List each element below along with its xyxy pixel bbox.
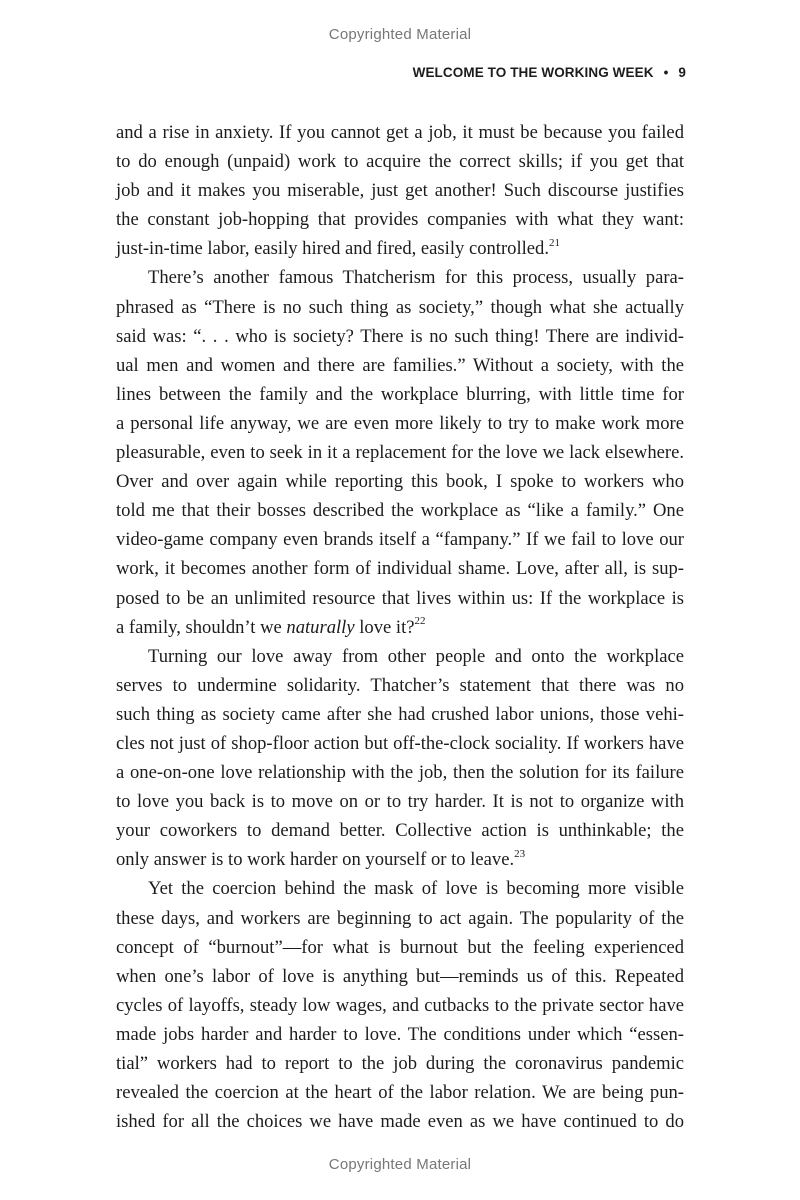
text-line: pleasurable, even to seek in it a replacement for the love we lack elsewhere. <box>116 442 684 464</box>
text-line: a one-on-one love relationship with the job, then the solution for its failure <box>116 762 684 784</box>
text-line: to do enough (unpaid) work to acquire the correct skills; if you get that <box>116 151 684 173</box>
text-line: these days, and workers are beginning to act again. The popularity of the <box>116 907 684 929</box>
paragraph <box>116 642 684 875</box>
copyright-watermark-bottom: Copyrighted Material <box>328 1156 472 1173</box>
footnote-reference: 21 <box>548 237 560 250</box>
footnote-reference: 22 <box>414 615 426 628</box>
text-line: your coworkers to demand better. Collective action is unthinkable; the <box>116 820 684 842</box>
text-line: a personal life anyway, we are even more likely to try to make work more <box>116 412 684 434</box>
text-line: told me that their bosses described the workplace as “like a family.” One <box>116 500 684 522</box>
text-line: serves to undermine solidarity. Thatcher’s statement that there was no <box>116 674 684 696</box>
paragraph <box>116 263 684 641</box>
text-line: tial” workers had to report to the job during the coronavirus pandemic <box>116 1053 684 1074</box>
text-line: video-game company even brands itself a “fampany.” If we fail to love our <box>116 529 684 551</box>
running-head-title: WELCOME TO THE WORKING WEEK <box>412 65 654 80</box>
paragraph <box>116 118 684 263</box>
text-line: the constant job-hopping that provides companies with what they want: <box>116 209 684 231</box>
text-line: to love you back is to move on or to try harder. It is not to organize with <box>116 791 684 813</box>
text-line <box>116 845 684 874</box>
text-line <box>116 613 684 642</box>
text-line: when one’s labor of love is anything but—reminds us of this. Repeated <box>116 965 684 987</box>
text-line-content: love it? <box>354 616 415 638</box>
text-line-content: just-in-time labor, easily hired and fired, easily controlled. <box>116 238 549 260</box>
page-number: 9 <box>678 65 686 80</box>
text-line-content: a family, shouldn’t we <box>116 616 287 638</box>
paragraph <box>116 874 684 1136</box>
text-line: Yet the coercion behind the mask of love is becoming more visible <box>148 878 684 900</box>
text-line: Turning our love away from other people and onto the workplace <box>148 645 684 667</box>
text-line: revealed the coercion at the heart of the labor relation. We are being pun- <box>116 1082 684 1104</box>
text-line: concept of “burnout”—for what is burnout but the feeling experienced <box>116 936 684 958</box>
running-head-bullet: • <box>663 65 669 80</box>
running-head <box>413 65 686 80</box>
text-line: Over and over again while reporting this book, I spoke to workers who <box>116 471 684 493</box>
text-line: ished for all the choices we have made even as we have continued to do <box>116 1111 684 1133</box>
body-text <box>116 118 684 1136</box>
text-line: cycles of layoffs, steady low wages, and cutbacks to the private sector have <box>116 994 684 1016</box>
text-line: such thing as society came after she had crushed labor unions, those vehi- <box>116 703 684 725</box>
text-line: ual men and women and there are families.” Without a society, with the <box>116 354 684 376</box>
text-line <box>116 234 684 263</box>
text-line: job and it makes you miserable, just get another! Such discourse justifies <box>116 180 684 202</box>
text-line: lines between the family and the workplace blurring, with little time for <box>116 383 684 405</box>
emphasized-word: naturally <box>286 616 355 638</box>
footnote-reference: 23 <box>514 848 526 861</box>
text-line: and a rise in anxiety. If you cannot get a job, it must be because you failed <box>116 122 684 143</box>
text-line: work, it becomes another form of individual shame. Love, after all, is sup- <box>116 558 684 580</box>
text-line: cles not just of shop-floor action but off-the-clock sociality. If workers have <box>116 732 684 754</box>
text-line: phrased as “There is no such thing as society,” though what she actually <box>116 296 684 318</box>
copyright-watermark-top: Copyrighted Material <box>328 26 472 43</box>
text-line: made jobs harder and harder to love. The conditions under which “essen- <box>116 1023 684 1045</box>
text-line-content: only answer is to work harder on yourself or to leave. <box>116 849 515 871</box>
text-line: There’s another famous Thatcherism for this process, usually para- <box>148 267 684 289</box>
text-line: said was: “. . . who is society? There is no such thing! There are individ- <box>116 325 684 347</box>
text-line: posed to be an unlimited resource that lives within us: If the workplace is <box>116 587 684 609</box>
